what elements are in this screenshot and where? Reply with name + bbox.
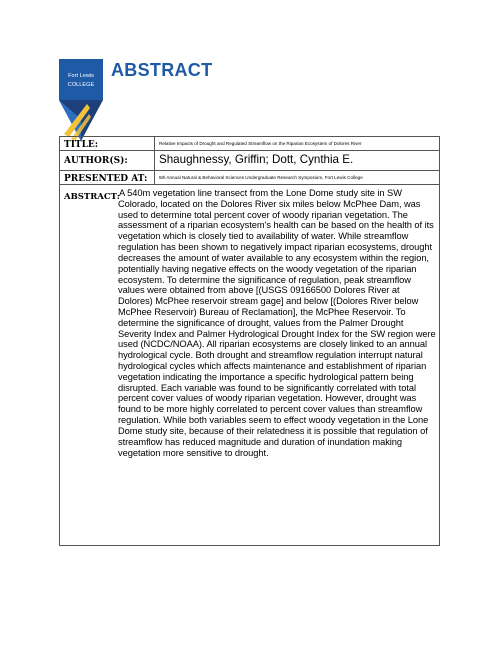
title-row: [60, 137, 439, 151]
logo-line2: COLLEGE: [67, 82, 95, 88]
presented-row: [60, 171, 439, 185]
author-value: Shaughnessy, Griffin; Dott, Cynthia E.: [159, 153, 354, 166]
logo-line1: Fort Lewis: [68, 73, 94, 79]
abstract-label: ABSTRACT:: [64, 192, 120, 202]
abstract-text: A 540m vegetation line transect from the Lone Dome study site in SW Colorado, located on the Dolores River six miles below McPhee Dam, was used to determine total percent cover of woody riparian vegetation. The assessment of a riparian ecosystem's health can be based on the health of its vegetation which is closely tied to availability of water. While streamflow regulation has been shown to negatively impact riparian ecosystems, drought decreases the amount of water available to any ecosystem within the region, potentially having negative effects on the woody vegetation of the riparian ecosystem. To determine the significance of regulation, peak streamflow values were obtained from above [(USGS 09166500 Dolores River at Dolores) McPhee reservoir stream gage] and below [(Dolores River below McPhee Reservoir) Bureau of Reclamation], the McPhee Reservoir. To determine the significance of drought, values from the Palmer Drought Severity Index and Palmer Hydrological Drought Index for the SW region were used (NCDC/NOAA). All riparian ecosystems are closely linked to an annual hydrological cycle. Both drought and streamflow regulation interrupt natural hydrological cycles which affects maintenance and establishment of riparian vegetation indicating the importance a specific hydrological pattern being disrupted. Each variable was found to be significantly correlated with total percent cover values of woody riparian vegetation. However, drought was found to be more highly correlated to percent cover values than streamflow regulation. While both variables seem to effect woody vegetation in the Lone Dome study site, because of their relatedness it is possible that regulation of streamflow has reduced magnitude and duration of inundation making vegetation more sensitive to drought.: [118, 188, 436, 458]
college-logo: [59, 59, 103, 141]
title-label: TITLE:: [60, 137, 155, 150]
presented-value: 5th Annual Natural & Behavioral Sciences Undergraduate Research Symposium, Fort Lewis College: [159, 175, 363, 180]
author-label: AUTHOR(S):: [60, 151, 155, 170]
title-value: Relative Impacts of Drought and Regulated Streamflow on the Riparian Ecosystem of Dolores River: [159, 141, 362, 146]
abstract-table: [59, 136, 440, 546]
author-row: [60, 151, 439, 171]
page-heading: ABSTRACT: [111, 60, 213, 80]
presented-label: PRESENTED AT:: [60, 171, 155, 184]
